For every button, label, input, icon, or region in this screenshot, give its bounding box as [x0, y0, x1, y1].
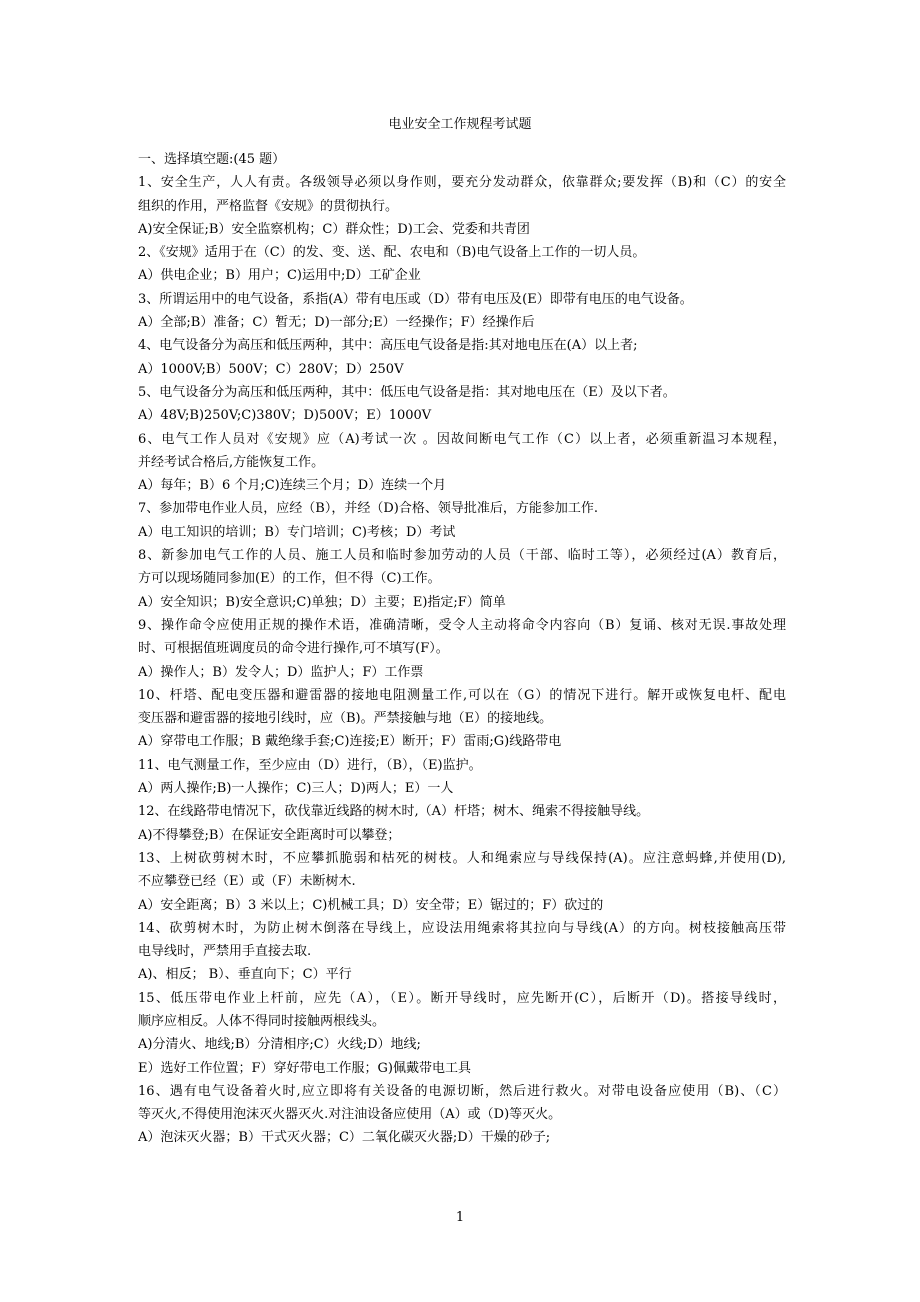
text-line: A)分清火、地线;B）分清相序;C）火线;D）地线;	[138, 1037, 421, 1053]
text-line: 12、在线路带电情况下，砍伐靠近线路的树木时,（A）杆塔；树木、绳索不得接触导线。	[138, 804, 650, 820]
text-line: A）供电企业；B）用户；C)运用中;D）工矿企业	[138, 268, 421, 284]
text-line: 15、低压带电作业上杆前，应先（A），（E）。断开导线时，应先断开(C），后断开（D)。搭接导线时，	[138, 990, 786, 1006]
text-line: 等灭火,不得使用泡沫灭火器灭火.对注油设备应使用（A）或（D)等灭火。	[138, 1107, 562, 1123]
text-line: 11、电气测量工作，至少应由（D）进行，（B），（E)监护。	[138, 757, 482, 773]
text-line: A)、相反； B）、垂直向下；C）平行	[138, 967, 352, 983]
text-line: 2、《安规》适用于在（C）的发、变、送、配、农电和（B)电气设备上工作的一切人员。	[138, 245, 646, 261]
text-line: A)安全保证;B）安全监察机构；C）群众性；D)工会、党委和共青团	[138, 221, 530, 237]
text-line: A）全部;B）准备；C）暂无；D)一部分;E）一经操作；F）经操作后	[138, 315, 535, 331]
document-body	[138, 148, 786, 1150]
text-line: A）48V;B)250V;C)380V；D)500V；E）1000V	[138, 408, 432, 424]
text-line: 时、可根据值班调度员的命令进行操作,可不填写(F）。	[138, 641, 449, 657]
text-line: A）每年；B）6 个月;C)连续三个月；D）连续一个月	[138, 478, 447, 494]
text-line: A）安全知识；B)安全意识;C)单独；D）主要；E)指定;F）简单	[138, 594, 506, 610]
text-line: 14、砍剪树木时，为防止树木倒落在导线上，应设法用绳索将其拉向与导线(A）的方向。树枝接触高压带	[138, 920, 786, 936]
text-line: 不应攀登已经（E）或（F）未断树木.	[138, 874, 356, 890]
text-line: 10、杆塔、配电变压器和避雷器的接地电阻测量工作,可以在（G）的情况下进行。解开或恢复电杆、配电	[138, 687, 786, 703]
text-line: E）选好工作位置；F）穿好带电工作服；G)佩戴带电工具	[138, 1060, 471, 1076]
text-line: A）两人操作;B)一人操作；C)三人；D)两人；E）一人	[138, 781, 454, 797]
text-line: A）穿带电工作服；B 戴绝缘手套;C)连接;E）断开；F）雷雨;G)线路带电	[138, 734, 562, 750]
text-line: 9、操作命令应使用正规的操作术语，准确清晰，受令人主动将命令内容向（B）复诵、核对无误.事故处理	[138, 617, 786, 633]
text-line: 组织的作用，严格监督《安规》的贯彻执行。	[138, 198, 399, 214]
text-line: 4、电气设备分为高压和低压两种，其中：高压电气设备是指:其对地电压在(A）以上者;	[138, 338, 638, 354]
text-line: 1、安全生产，人人有责。各级领导必须以身作则，要充分发动群众，依靠群众;要发挥（B)和（C）的安全	[138, 175, 786, 191]
text-line: 并经考试合格后,方能恢复工作。	[138, 454, 325, 470]
text-line: 一、选择填空题:(45 题）	[138, 152, 286, 167]
text-line: 变压器和避雷器的接地引线时，应（B)。严禁接触与地（E）的接地线。	[138, 711, 553, 727]
text-line: 7、参加带电作业人员，应经（B），并经（D)合格、领导批准后，方能参加工作.	[138, 501, 598, 517]
text-line: 方可以现场随同参加(E）的工作，但不得（C)工作。	[138, 571, 441, 587]
text-line: A）安全距离；B）3 米以上；C)机械工具；D）安全带；E）锯过的；F）砍过的	[138, 897, 604, 913]
text-line: A）操作人；B）发令人；D）监护人；F）工作票	[138, 664, 424, 680]
text-line: 6、电气工作人员对《安规》应（A)考试一次 。因故间断电气工作（C）以上者，必须重新温习本规程，	[138, 431, 786, 447]
text-line: 13、上树砍剪树木时，不应攀抓脆弱和枯死的树枝。人和绳索应与导线保持(A)。应注意蚂蜂,并使用(D),	[138, 850, 786, 866]
text-line: 16、遇有电气设备着火时,应立即将有关设备的电源切断，然后进行救火。对带电设备应使用（B)、（C）	[138, 1083, 786, 1099]
page-number: 1	[455, 1210, 465, 1225]
text-line: 电导线时，严禁用手直接去取.	[138, 944, 312, 960]
text-line: 5、电气设备分为高压和低压两种，其中：低压电气设备是指：其对地电压在（E）及以下者。	[138, 384, 676, 400]
text-line: A）1000V;B）500V；C）280V；D）250V	[138, 361, 404, 377]
text-line: 3、所谓运用中的电气设备，系指(A）带有电压或（D）带有电压及(E）即带有电压的电气设备。	[138, 291, 693, 307]
text-line: A）电工知识的培训；B）专门培训；C)考核；D）考试	[138, 524, 456, 540]
text-line: 顺序应相反。人体不得同时接触两根线头。	[138, 1013, 386, 1029]
text-line: A)不得攀登;B）在保证安全距离时可以攀登；	[138, 827, 401, 843]
text-line: 8、新参加电气工作的人员、施工人员和临时参加劳动的人员（干部、临时工等），必须经过(A）教育后，	[138, 548, 786, 564]
text-line: A）泡沫灭火器；B）干式灭火器；C）二氧化碳灭火器;D）干燥的砂子;	[138, 1130, 551, 1146]
document-title: 电业安全工作规程考试题	[388, 117, 532, 132]
